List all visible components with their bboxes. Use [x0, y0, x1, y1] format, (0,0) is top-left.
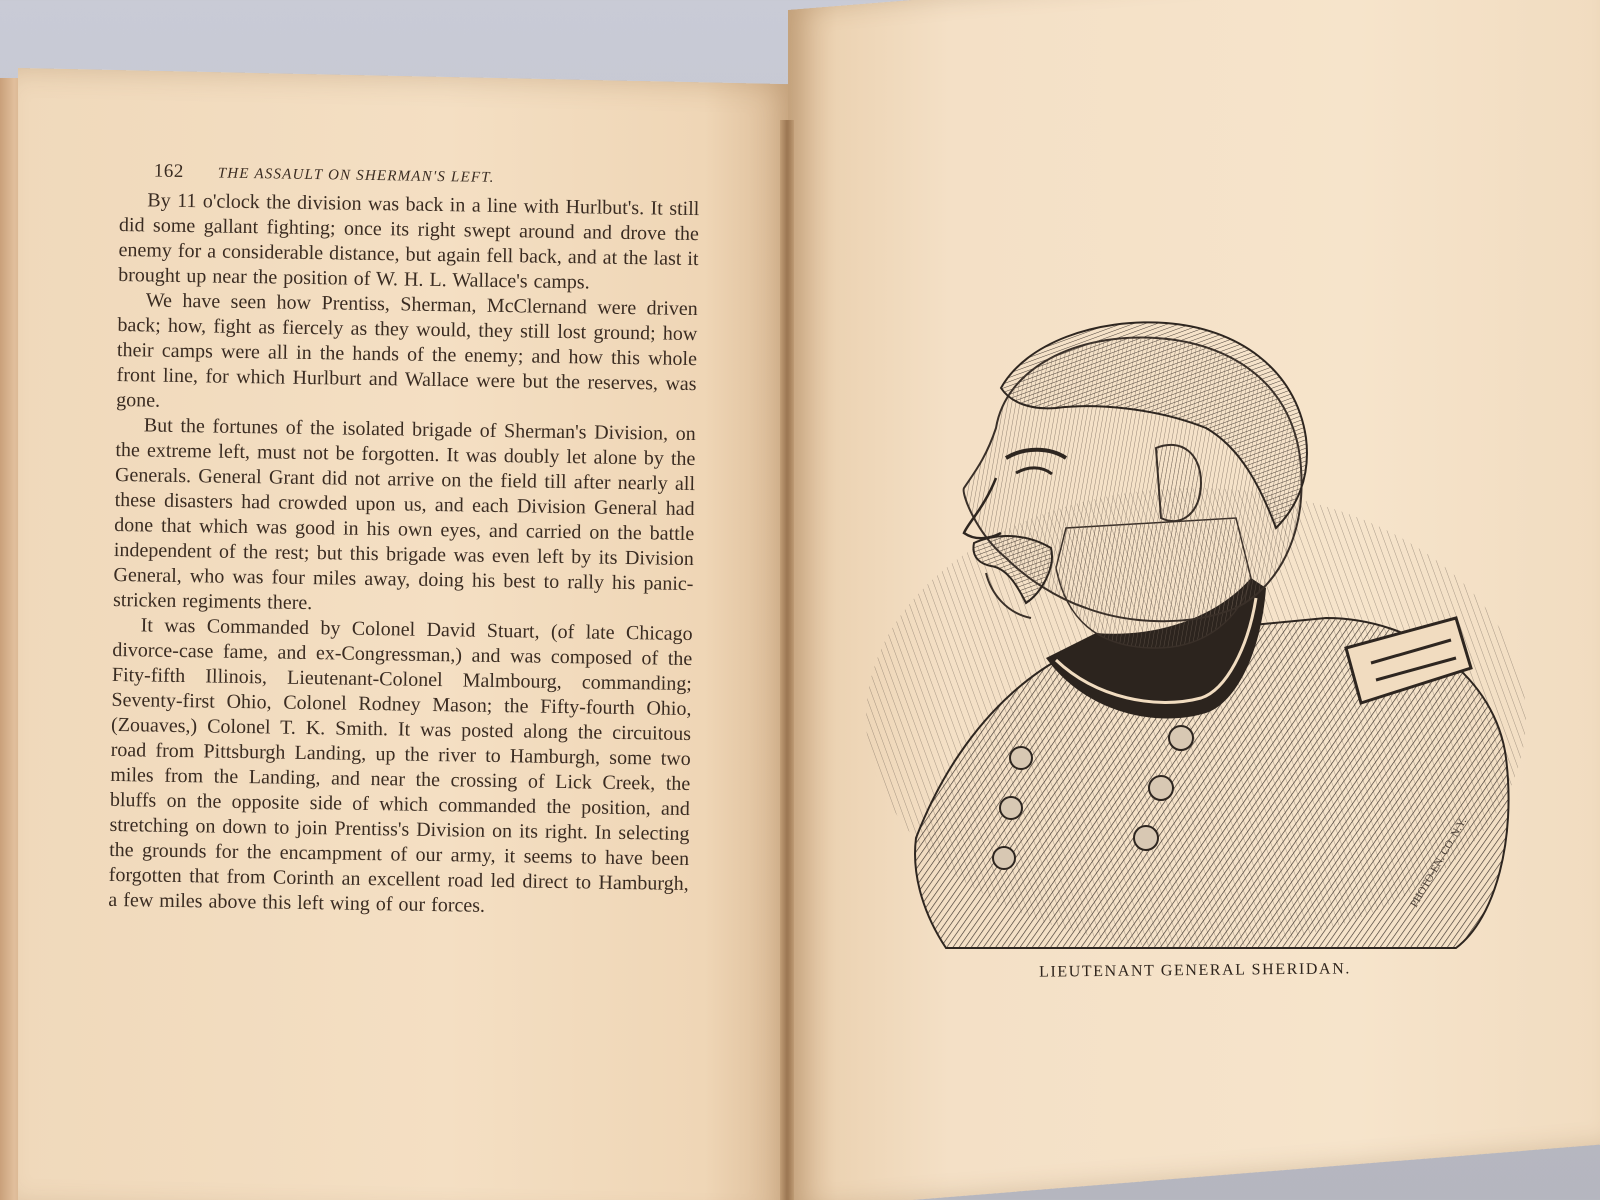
- paragraph: It was Commanded by Colonel David Stuart, (of late Chicago divorce-case fame, and ex-Congressman,) and was composed of the Fity-fifth Illinois, Lieutenant-Colonel Malmbourg, commanding; Seventy-first Ohio, Colonel Rodney Mason; the Fifty-fourth Ohio, (Zouaves,) Colonel T. K. Smith. It was posted along the circuitous road from Pittsburgh Landing, up the river to Hamburgh, some two miles from the Landing, and near the crossing of Lick Creek, the bluffs on the opposite side of which commanded the position, and stretching on down to join Prentiss's Division on its right. In selecting the grounds for the encampment of our army, it seems to have been forgotten that from Corinth an excellent road led direct to Hamburgh, a few miles above this left wing of our forces.: [108, 614, 693, 917]
- paragraph: By 11 o'clock the division was back in a line with Hurlbut's. It still did some gallant fighting; once its right swept around and drove the enemy for a considerable distance, but again fell back, and at the last it brought up near the position of W. H. L. Wallace's camps.: [118, 189, 700, 294]
- portrait-illustration: [856, 318, 1536, 958]
- left-page-text: [108, 160, 700, 922]
- page-number: 162: [153, 160, 184, 183]
- book-gutter: [780, 120, 794, 1200]
- coat-button: [1134, 826, 1158, 850]
- engraved-portrait: [856, 318, 1536, 958]
- portrait-caption: LIEUTENANT GENERAL SHERIDAN.: [1038, 960, 1352, 981]
- engraver-mark: PHOTO-EN. CO. N.Y.: [1408, 815, 1470, 910]
- running-head-title: THE ASSAULT ON SHERMAN'S LEFT.: [217, 165, 495, 186]
- coat-button: [1149, 776, 1173, 800]
- coat-button: [993, 847, 1015, 869]
- coat-button: [1010, 747, 1032, 769]
- paragraph: We have seen how Prentiss, Sherman, McClernand were driven back; how, fight as fiercely as they would, they still lost ground; how their camps were all in the hands of the enemy; and how this whole front line, for which Hurlburt and Wallace were but the reserves, was gone.: [116, 289, 698, 412]
- coat-button: [1000, 797, 1022, 819]
- coat-button: [1169, 726, 1193, 750]
- paragraph: But the fortunes of the isolated brigade of Sherman's Division, on the extreme left, must not be forgotten. It was doubly let alone by the Generals. General Grant did not arrive on the field till after nearly all these disasters had crowded upon us, and each Division General had done that which was good in his own eyes, and carried on the battle independent of the rest; but this brigade was even left by its Division General, who was four miles away, doing his best to rally his panic-stricken regiments there.: [112, 414, 696, 615]
- ear: [1156, 445, 1201, 521]
